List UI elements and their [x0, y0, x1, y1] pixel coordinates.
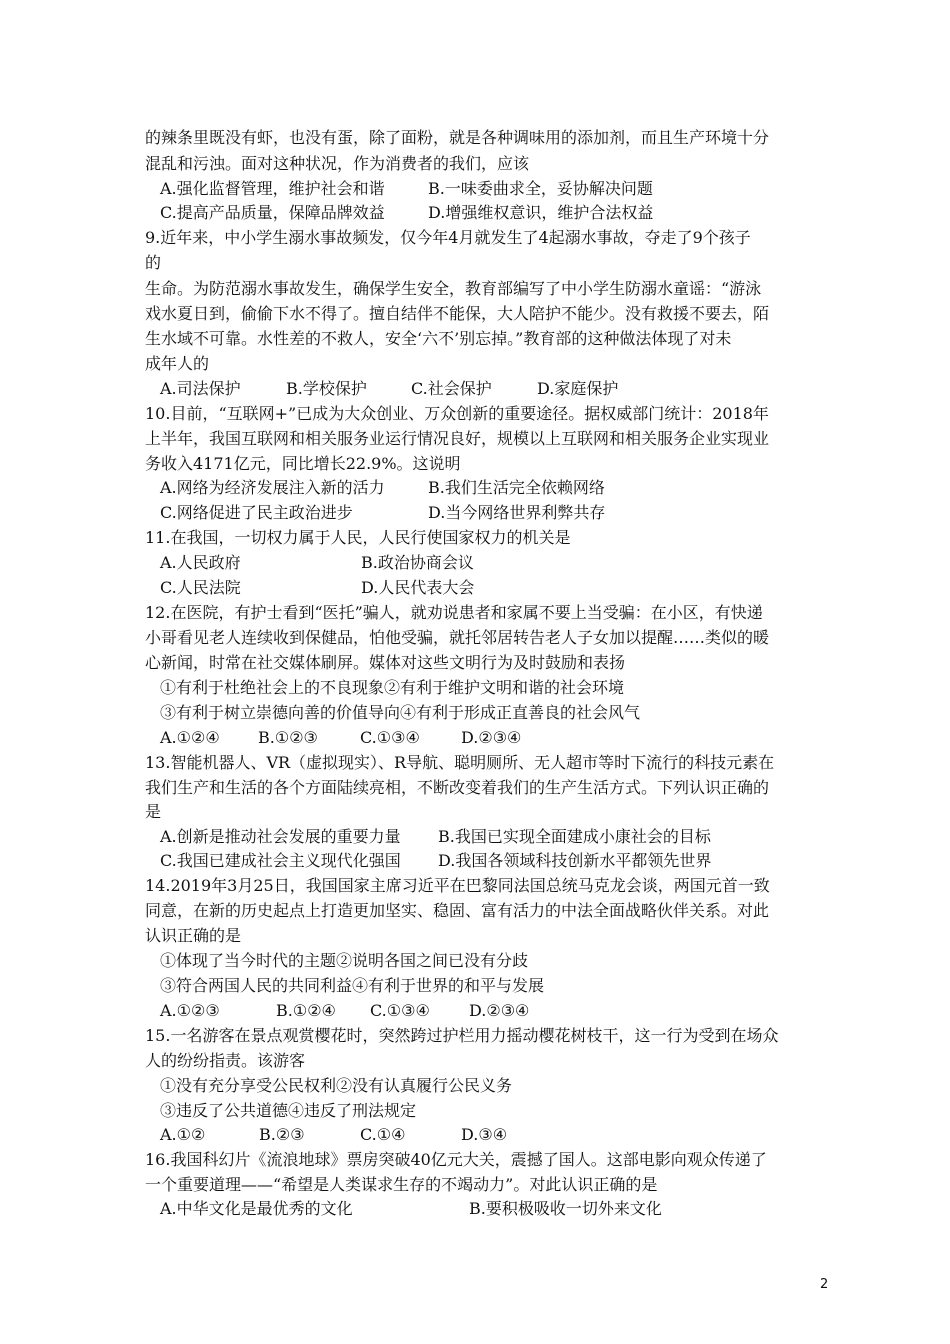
option-d: D.②③④ [461, 728, 522, 747]
question-text-line: 是 [145, 802, 162, 821]
question-text-line: 的 [145, 253, 162, 272]
question-text-line: 小哥看见老人连续收到保健品，怕他受骗，就托邻居转告老人子女加以提醒……类似的暖 [145, 628, 770, 647]
option-c: C.人民法院 [160, 578, 241, 597]
option-d: D.家庭保护 [537, 379, 619, 398]
question-text-line: 成年人的 [145, 354, 210, 373]
statement-line: ③符合两国人民的共同利益④有利于世界的和平与发展 [160, 976, 545, 995]
option-b: B.要积极吸收一切外来文化 [469, 1199, 662, 1218]
option-b: B.①②③ [258, 728, 318, 747]
option-c: C.我国已建成社会主义现代化强国 [160, 851, 401, 870]
option-a: A.人民政府 [160, 553, 241, 572]
option-b: B.②③ [259, 1125, 305, 1144]
statement-line: ③有利于树立崇德向善的价值导向④有利于形成正直善良的社会风气 [160, 703, 641, 722]
statement-line: ①有利于杜绝社会上的不良现象②有利于维护文明和谐的社会环境 [160, 678, 625, 697]
option-c: C.①④ [360, 1125, 406, 1144]
question-16-text: 16.我国科幻片《流浪地球》票房突破40亿元大关，震撼了国人。这部电影向观众传递了 [145, 1150, 767, 1169]
statement-line: ③违反了公共道德④违反了刑法规定 [160, 1101, 417, 1120]
option-d: D.③④ [461, 1125, 508, 1144]
option-b: B.我们生活完全依赖网络 [428, 478, 605, 497]
statement-line: ①没有充分享受公民权利②没有认真履行公民义务 [160, 1076, 513, 1095]
question-13-text: 13.智能机器人、VR（虚拟现实）、R导航、聪明厕所、无人超市等时下流行的科技元素在 [145, 753, 775, 772]
option-a: A.①②④ [160, 728, 220, 747]
option-a: A.①②③ [160, 1001, 220, 1020]
question-text-line: 人的纷纷指责。该游客 [145, 1051, 306, 1070]
question-15-text: 15.一名游客在景点观赏樱花时，突然跨过护栏用力摇动樱花树枝干，这一行为受到在场众 [145, 1026, 779, 1045]
option-d: D.增强维权意识，维护合法权益 [428, 203, 654, 222]
question-text-line: 认识正确的是 [145, 926, 242, 945]
option-d: D.当今网络世界利弊共存 [428, 503, 606, 522]
option-a: A.网络为经济发展注入新的活力 [160, 478, 385, 497]
option-a: A.①② [160, 1125, 206, 1144]
option-c: C.①③④ [360, 728, 420, 747]
question-text-line: 戏水夏日到，偷偷下水不得了。擅自结伴不能保，大人陪护不能少。没有救援不要去，陌 [145, 304, 770, 323]
option-b: B.我国已实现全面建成小康社会的目标 [438, 827, 711, 846]
question-12-text: 12.在医院，有护士看到“医托”骗人，就劝说患者和家属不要上当受骗：在小区，有快递 [145, 603, 763, 622]
page-number: 2 [820, 1277, 829, 1292]
question-text-line: 混乱和污浊。面对这种状况，作为消费者的我们，应该 [145, 154, 530, 173]
option-c: C.网络促进了民主政治进步 [160, 503, 353, 522]
option-c: C.社会保护 [411, 379, 492, 398]
option-b: B.一味委曲求全，妥协解决问题 [428, 179, 653, 198]
question-text-line: 务收入4171亿元，同比增长22.9%。这说明 [145, 454, 461, 473]
option-b: B.学校保护 [286, 379, 367, 398]
option-a: A.创新是推动社会发展的重要力量 [160, 827, 401, 846]
option-b: B.①②④ [276, 1001, 336, 1020]
question-text-line: 心新闻，时常在社交媒体刷屏。媒体对这些文明行为及时鼓励和表扬 [145, 653, 626, 672]
question-text-line: 一个重要道理——“希望是人类谋求生存的不竭动力”。对此认识正确的是 [145, 1175, 658, 1194]
option-b: B.政治协商会议 [361, 553, 474, 572]
question-text-line: 的辣条里既没有虾，也没有蛋，除了面粉，就是各种调味用的添加剂，而且生产环境十分 [145, 128, 770, 147]
option-a: A.司法保护 [160, 379, 241, 398]
question-text-line: 上半年，我国互联网和相关服务业运行情况良好，规模以上互联网和相关服务企业实现业 [145, 429, 770, 448]
question-11-text: 11.在我国，一切权力属于人民，人民行使国家权力的机关是 [145, 528, 571, 547]
question-text-line: 我们生产和生活的各个方面陆续亮相，不断改变着我们的生产生活方式。下列认识正确的 [145, 778, 770, 797]
option-a: A.强化监督管理，维护社会和谐 [160, 179, 385, 198]
option-d: D.②③④ [469, 1001, 530, 1020]
option-c: C.①③④ [370, 1001, 430, 1020]
option-d: D.我国各领域科技创新水平都领先世界 [438, 851, 712, 870]
question-text-line: 生命。为防范溺水事故发生，确保学生安全，教育部编写了中小学生防溺水童谣：“游泳 [145, 279, 762, 298]
question-text-line: 生水域不可靠。水性差的不救人，安全‘六不’别忘掉。”教育部的这种做法体现了对未 [145, 329, 732, 348]
option-a: A.中华文化是最优秀的文化 [160, 1199, 353, 1218]
option-c: C.提高产品质量，保障品牌效益 [160, 203, 385, 222]
question-text-line: 同意，在新的历史起点上打造更加坚实、稳固、富有活力的中法全面战略伙伴关系。对此 [145, 901, 770, 920]
option-d: D.人民代表大会 [361, 578, 475, 597]
question-10-text: 10.目前，“互联网+”已成为大众创业、万众创新的重要途径。据权威部门统计：2018年 [145, 404, 769, 423]
question-9-text: 9.近年来，中小学生溺水事故频发，仅今年4月就发生了4起溺水事故，夺走了9个孩子 [145, 228, 751, 247]
question-14-text: 14.2019年3月25日，我国国家主席习近平在巴黎同法国总统马克龙会谈，两国元首一致 [145, 876, 770, 895]
statement-line: ①体现了当今时代的主题②说明各国之间已没有分歧 [160, 951, 529, 970]
